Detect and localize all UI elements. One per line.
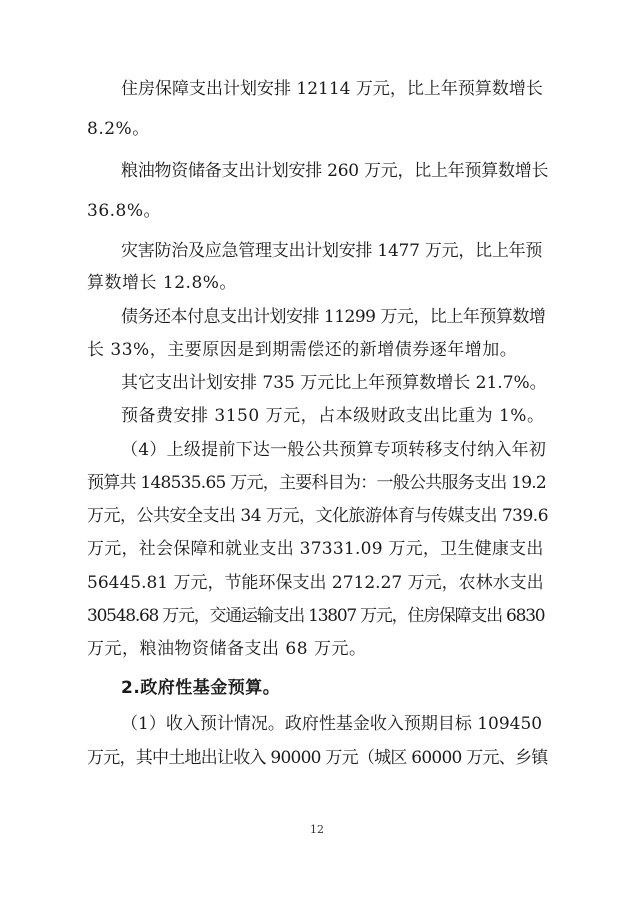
text-line: （1）收入预计情况。政府性基金收入预期目标 109450 [121,714,543,734]
page-number: 12 [310,823,324,836]
text-line: 预算共 148535.65 万元，主要科目为：一般公共服务支出 19.2 [87,473,546,493]
text-line: 56445.81 万元，节能环保支出 2712.27 万元，农林水支出 [87,573,544,593]
text-line: 粮油物资储备支出计划安排 260 万元，比上年预算数增长 [121,161,549,181]
section-heading: 2.政府性基金预算。 [121,678,281,698]
text-line: 债务还本付息支出计划安排 11299 万元，比上年预算数增 [121,307,546,327]
text-line: 长 33%，主要原因是到期需偿还的新增债券逐年增加。 [87,340,518,360]
text-line: 万元，公共安全支出 34 万元，文化旅游体育与传媒支出 739.6 [87,506,549,526]
text-line: 算数增长 12.8%。 [87,273,237,293]
text-line: 其它支出计划安排 735 万元比上年预算数增长 21.7%。 [121,373,547,393]
text-line: 8.2%。 [87,119,150,139]
text-line: 万元，社会保障和就业支出 37331.09 万元，卫生健康支出 [87,539,544,559]
text-line: 万元，其中土地出让收入 90000 万元（城区 60000 万元、乡镇 [87,748,548,768]
text-line: 住房保障支出计划安排 12114 万元，比上年预算数增长 [121,79,543,99]
text-line: 30548.68 万元，交通运输支出 13807 万元，住房保障支出 6830 [87,606,545,626]
text-line: 灾害防治及应急管理支出计划安排 1477 万元，比上年预 [121,241,543,261]
text-line: 预备费安排 3150 万元，占本级财政支出比重为 1%。 [121,406,545,426]
text-line: 万元，粮油物资储备支出 68 万元。 [87,639,367,659]
text-line: （4）上级提前下达一般公共预算专项转移支付纳入年初 [121,440,547,460]
text-line: 36.8%。 [87,201,162,221]
